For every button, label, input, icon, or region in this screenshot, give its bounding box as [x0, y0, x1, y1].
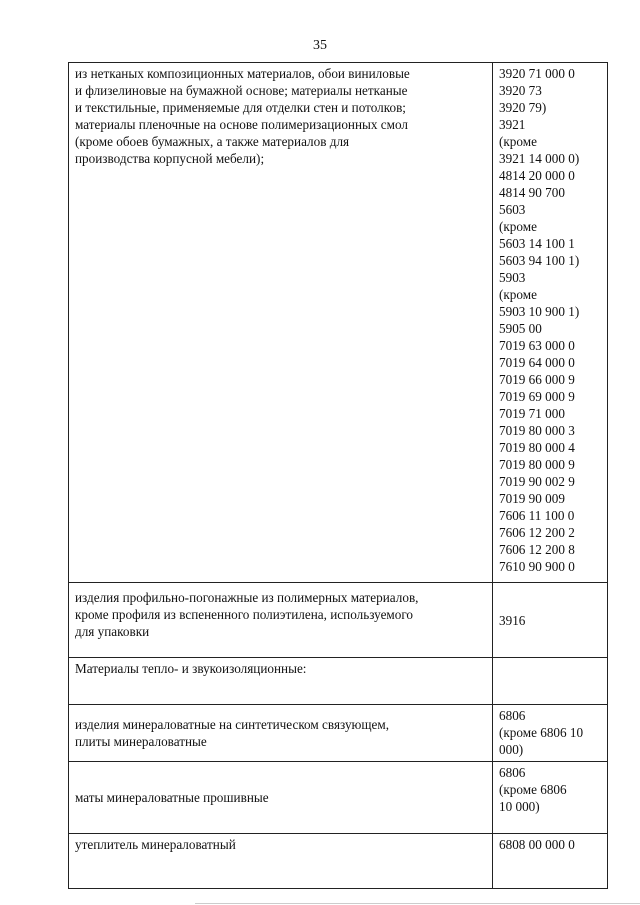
cell-text-line: 3921 [499, 117, 526, 132]
cell-text-line: 5603 14 100 1 [499, 236, 575, 251]
cell-text-line: 5603 [499, 202, 526, 217]
table-row [69, 762, 608, 834]
cell-text-line: 3920 73 [499, 83, 542, 98]
cell-text-line: 3920 79) [499, 100, 547, 115]
cell-text-line: 7019 90 009 [499, 491, 565, 506]
cell-text-line: 6806 [499, 765, 526, 780]
cell-text-line: 7019 90 002 9 [499, 474, 575, 489]
code-cell [493, 583, 608, 658]
description-cell [69, 63, 493, 583]
scan-edge-line [195, 903, 640, 904]
cell-text-line: 4814 90 700 [499, 185, 565, 200]
table-row [69, 63, 608, 583]
cell-text-line: 6806 [499, 708, 526, 723]
cell-text-line: изделия профильно-погонажные из полимерных материалов, [75, 590, 419, 605]
description-cell [69, 583, 493, 658]
cell-text-line: 10 000) [499, 799, 540, 814]
cell-text-line: 3920 71 000 0 [499, 66, 575, 81]
cell-text-line: 5905 00 [499, 321, 542, 336]
cell-text-line: 3921 14 000 0) [499, 151, 580, 166]
cell-text-line: 7019 80 000 9 [499, 457, 575, 472]
cell-text-line: 7019 63 000 0 [499, 338, 575, 353]
cell-text-line: (кроме 6806 10 [499, 725, 584, 740]
cell-text-line: маты минераловатные прошивные [75, 790, 269, 805]
cell-text-line: 7606 12 200 8 [499, 542, 575, 557]
cell-text-line: 5903 10 900 1) [499, 304, 580, 319]
cell-text-line: 6808 00 000 0 [499, 837, 575, 852]
cell-text-line: 7606 11 100 0 [499, 508, 575, 523]
cell-text-line: (кроме обоев бумажных, а также материалов для [75, 134, 350, 149]
cell-text-line: кроме профиля из вспененного полиэтилена, используемого [75, 607, 414, 622]
cell-text-line: и флизелиновые на бумажной основе; материалы нетканые [75, 83, 408, 98]
code-cell [493, 834, 608, 889]
code-cell [493, 705, 608, 762]
cell-text-line: утеплитель минераловатный [75, 837, 236, 852]
cell-text-line: из нетканых композиционных материалов, обои виниловые [75, 66, 410, 81]
cell-text-line: (кроме 6806 [499, 782, 567, 797]
cell-text-line: для упаковки [75, 624, 150, 639]
cell-text-line: 7606 12 200 2 [499, 525, 575, 540]
cell-text-line: (кроме [499, 134, 537, 149]
cell-text-line: (кроме [499, 219, 537, 234]
cell-text-line: 7019 80 000 3 [499, 423, 575, 438]
table-row [69, 834, 608, 889]
cell-text-line: 7610 90 900 0 [499, 559, 575, 574]
cell-text-line: 000) [499, 742, 524, 757]
cell-text-line: 4814 20 000 0 [499, 168, 575, 183]
cell-text-line: 3916 [499, 612, 526, 628]
table-row [69, 705, 608, 762]
cell-text-line: изделия минераловатные на синтетическом связующем, [75, 717, 390, 732]
code-cell [493, 658, 608, 705]
description-cell [69, 834, 493, 889]
code-cell [493, 63, 608, 583]
table-row [69, 583, 608, 658]
cell-text-line: 7019 69 000 9 [499, 389, 575, 404]
code-cell [493, 762, 608, 834]
cell-text-line: плиты минераловатные [75, 734, 207, 749]
page-number: 35 [313, 38, 327, 53]
section-heading-cell [69, 658, 493, 705]
cell-text-line: и текстильные, применяемые для отделки стен и потолков; [75, 100, 406, 115]
cell-text-line: (кроме [499, 287, 537, 302]
cell-text-line: 7019 71 000 [499, 406, 565, 421]
goods-table [68, 62, 608, 889]
description-cell [69, 705, 493, 762]
cell-text-line: 7019 80 000 4 [499, 440, 575, 455]
cell-text-line: 5903 [499, 270, 526, 285]
cell-text-line: Материалы тепло- и звукоизоляционные: [75, 661, 307, 676]
cell-text-line: производства корпусной мебели); [75, 151, 265, 166]
cell-text-line: материалы пленочные на основе полимеризационных смол [75, 117, 408, 132]
section-heading-row [69, 658, 608, 705]
cell-text-line: 7019 66 000 9 [499, 372, 575, 387]
description-cell [69, 762, 493, 834]
cell-text-line: 5603 94 100 1) [499, 253, 580, 268]
cell-text-line: 7019 64 000 0 [499, 355, 575, 370]
